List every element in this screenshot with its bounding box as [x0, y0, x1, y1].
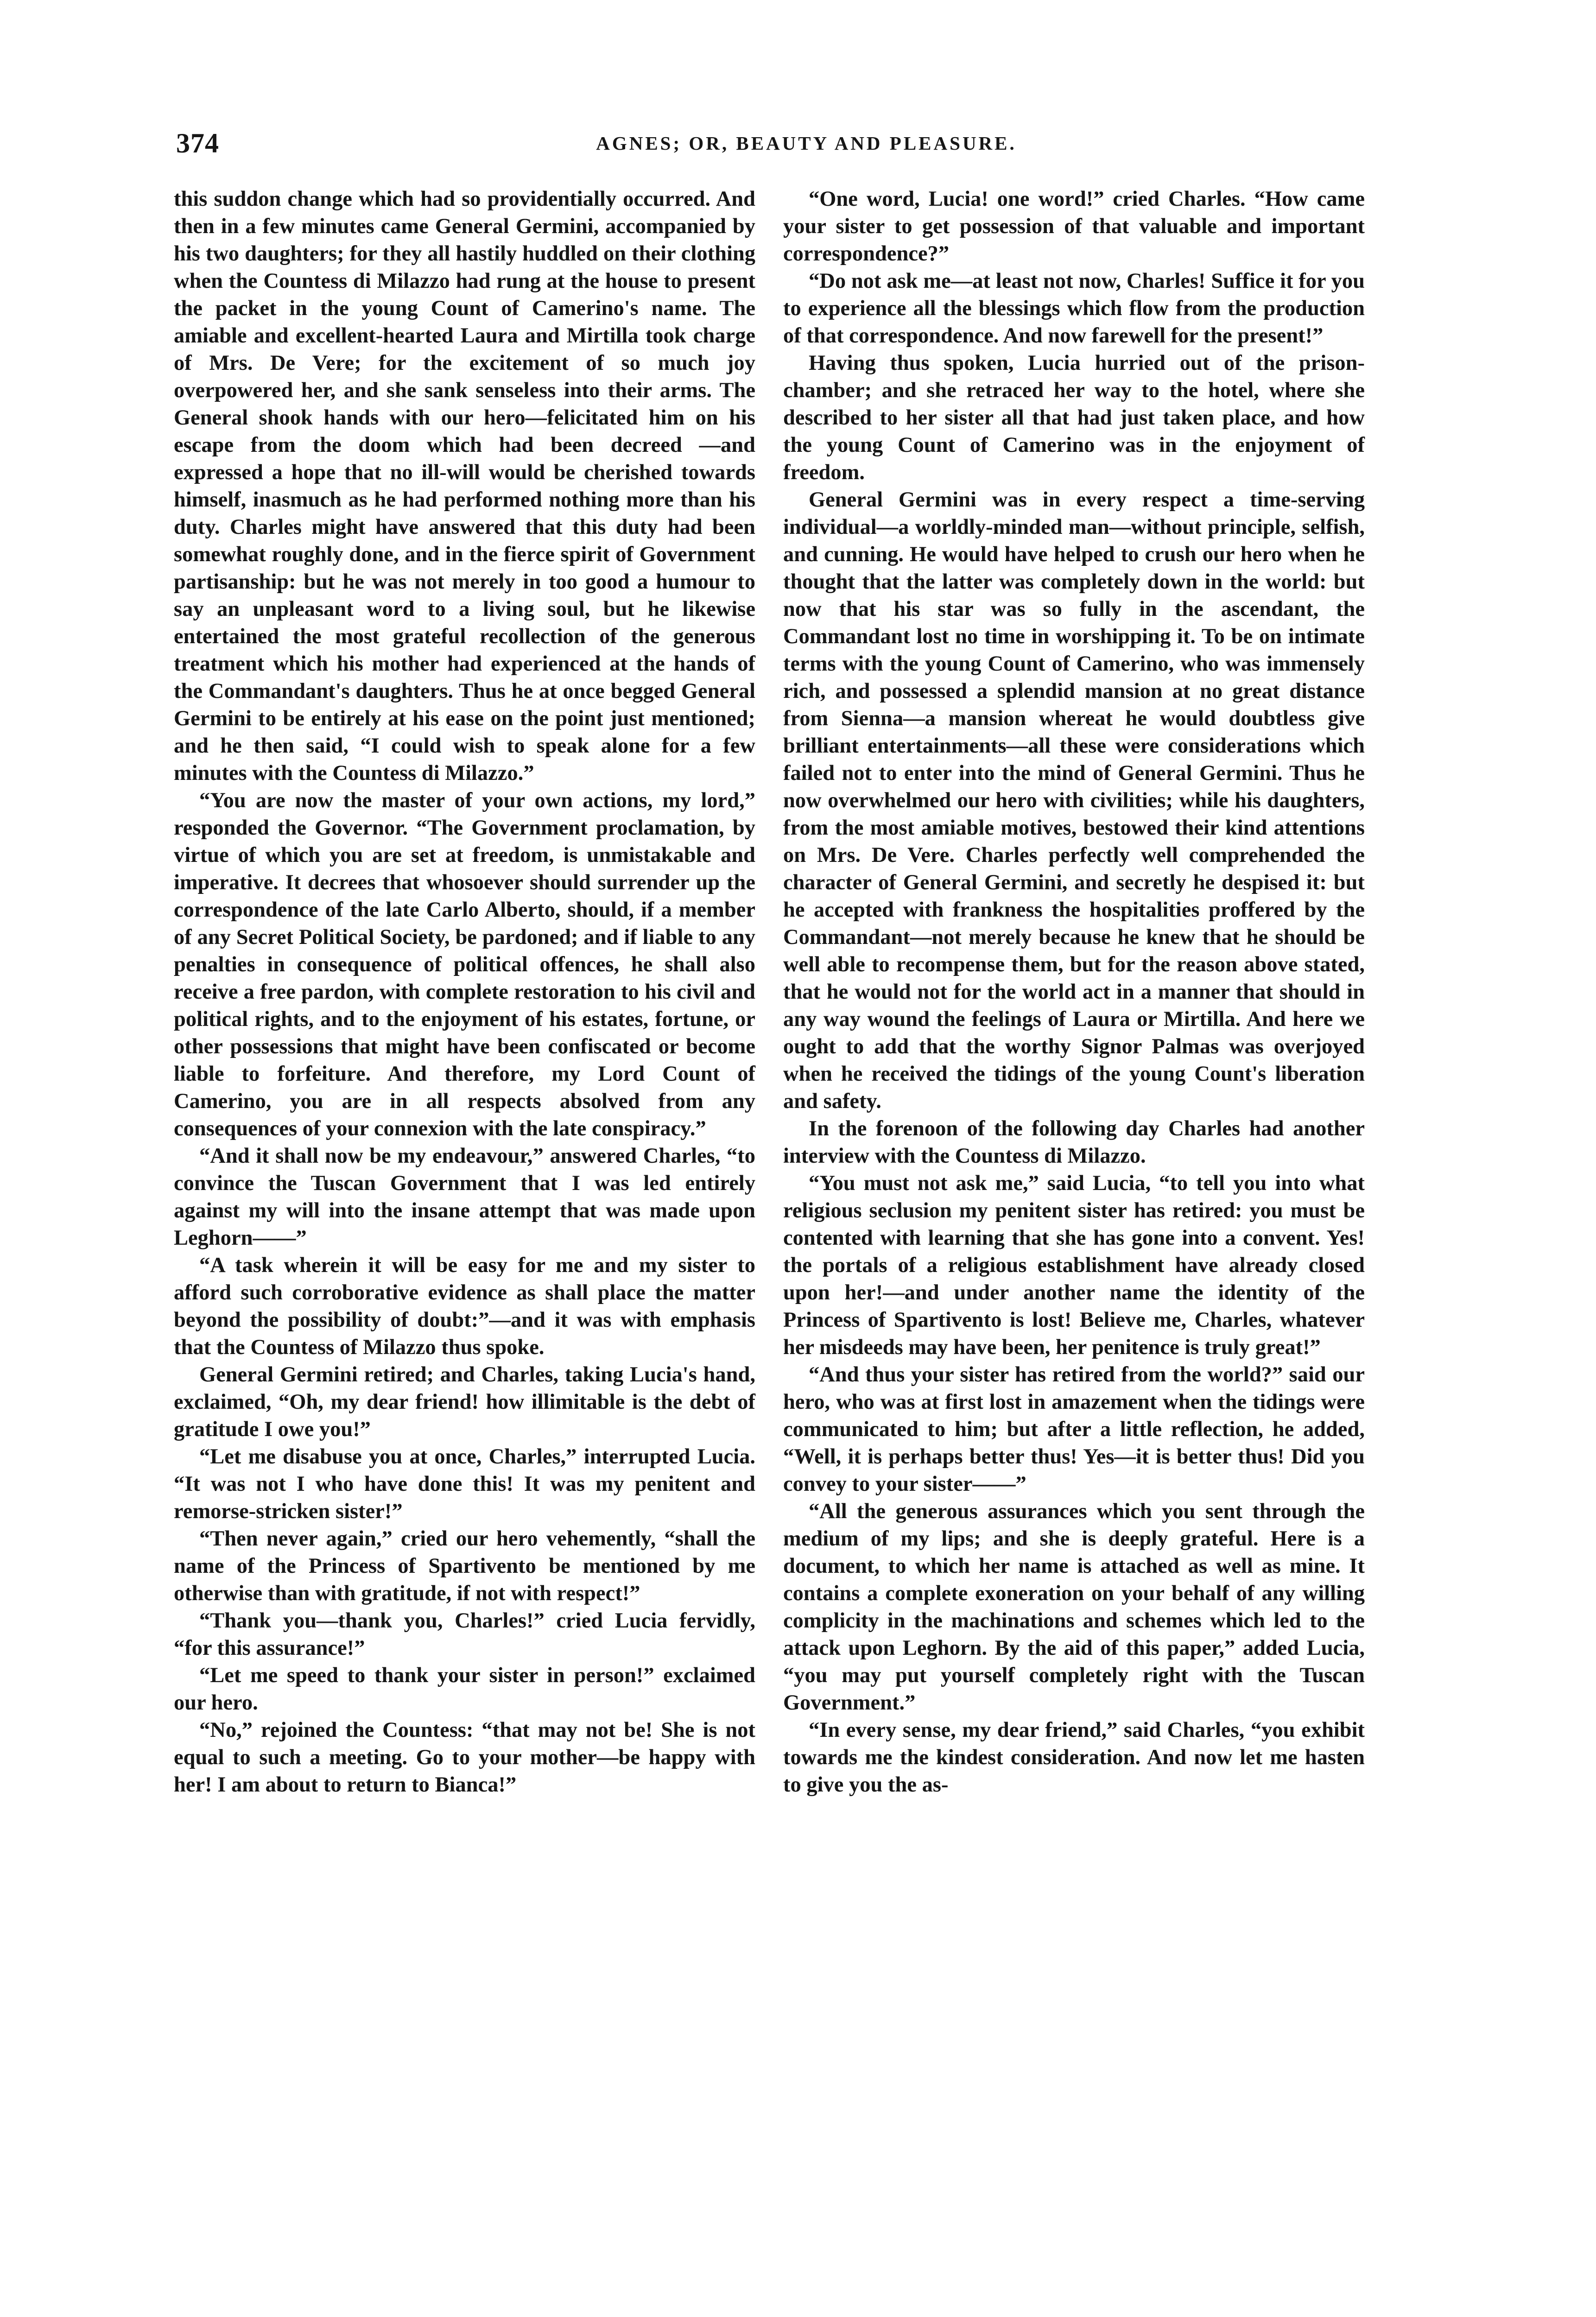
paragraph: General Germini was in every respect a time-serving individual—a worldly-minded man—without principle, selfish, and cunning. He would have helped to crush our hero when he thought that the latter was completely down in the world: but now that his star was so fully in the ascendant, the Commandant lost no time in worshipping it. To be on intimate terms with the young Count of Camerino, who was immensely rich, and possessed a splendid mansion at no great distance from Sienna—a mansion whereat he would doubtless give brilliant entertainments—all these were considerations which failed not to enter into the mind of General Germini. Thus he now overwhelmed our hero with civilities; while his daughters, from the most amiable motives, bestowed their kind attentions on Mrs. De Vere. Charles perfectly well comprehended the character of General Germini, and secretly he despised it: but he accepted with frankness the hospitalities proffered by the Commandant—not merely because he knew that he should be well able to recompense them, but for the reason above stated, that he would not for the world act in a manner that should in any way wound the feelings of Laura or Mirtilla. And here we ought to add that the worthy Signor Palmas was overjoyed when he received the tidings of the young Count's liberation and safety.	[783, 488, 1365, 1113]
paragraph: “Let me disabuse you at once, Charles,” interrupted Lucia. “It was not I who have done this! It was my penitent and remorse-stricken sister!”	[174, 1445, 755, 1523]
right-column	[783, 185, 1365, 1798]
paragraph: “In every sense, my dear friend,” said Charles, “you exhibit towards me the kindest consideration. And now let me hasten to give you the as-	[783, 1718, 1365, 1797]
paragraph: “You must not ask me,” said Lucia, “to tell you into what religious seclusion my penitent sister has retired: you must be contented with learning that she has gone into a convent. Yes! the portals of a religious establishment have already closed upon her!—and under another name the identity of the Princess of Spartivento is lost! Believe me, Charles, whatever her misdeeds may have been, her penitence is truly great!”	[783, 1171, 1365, 1359]
paragraph: Having thus spoken, Lucia hurried out of the prison-chamber; and she retraced her way to the hotel, where she described to her sister all that had just taken place, and how the young Count of Camerino was in the enjoyment of freedom.	[783, 351, 1365, 484]
left-column	[174, 185, 755, 1798]
paragraph: “All the generous assurances which you sent through the medium of my lips; and she is deeply grateful. Here is a document, to which her name is attached as well as mine. It contains a complete exoneration on your behalf of any willing complicity in the machinations and schemes which led to the attack upon Leghorn. By the aid of this paper,” added Lucia, “you may put yourself completely right with the Tuscan Government.”	[783, 1500, 1365, 1715]
page-number: 374	[176, 128, 219, 158]
paragraph: “You are now the master of your own actions, my lord,” responded the Governor. “The Government proclamation, by virtue of which you are set at freedom, is unmistakable and imperative. It decrees that whosoever should surrender up the correspondence of the late Carlo Alberto, should, if a member of any Secret Political Society, be pardoned; and if liable to any penalties in consequence of political offences, he shall also receive a free pardon, with complete restoration to his civil and political rights, and to the enjoyment of his estates, fortune, or other possessions that might have been confiscated or become liable to forfeiture. And therefore, my Lord Count of Camerino, you are in all respects absolved from any consequences of your connexion with the late conspiracy.”	[174, 789, 755, 1140]
paragraph: “One word, Lucia! one word!” cried Charles. “How came your sister to get possession of that valuable and important correspondence?”	[783, 187, 1365, 266]
paragraph: “Let me speed to thank your sister in person!” exclaimed our hero.	[174, 1664, 755, 1715]
paragraph: General Germini retired; and Charles, taking Lucia's hand, exclaimed, “Oh, my dear friend! how illimitable is the debt of gratitude I owe you!”	[174, 1363, 755, 1441]
paragraph: In the forenoon of the following day Charles had another interview with the Countess di Milazzo.	[783, 1117, 1365, 1168]
paragraph: this suddon change which had so providentially occurred. And then in a few minutes came General Germini, accompanied by his two daughters; for they all hastily huddled on their clothing when the Countess di Milazzo had rung at the house to present the packet in the young Count of Camerino's name. The amiable and excellent-hearted Laura and Mirtilla took charge of Mrs. De Vere; for the excitement of so much joy overpowered her, and she sank senseless into their arms. The General shook hands with our hero—felicitated him on his escape from the doom which had been decreed —and expressed a hope that no ill-will would be cherished towards himself, inasmuch as he had performed nothing more than his duty. Charles might have answered that this duty had been somewhat roughly done, and in the fierce spirit of Government partisanship: but he was not merely in too good a humour to say an unpleasant word to a living soul, but he likewise entertained the most grateful recollection of the generous treatment which his mother had experienced at the hands of the Commandant's daughters. Thus he at once begged General Germini to be entirely at his ease on the point just mentioned; and he then said, “I could wish to speak alone for a few minutes with the Countess di Milazzo.”	[174, 187, 755, 785]
paragraph: “Do not ask me—at least not now, Charles! Suffice it for you to experience all the blessings which flow from the production of that correspondence. And now farewell for the present!”	[783, 269, 1365, 348]
running-head: AGNES; OR, BEAUTY AND PLEASURE.	[596, 133, 1017, 154]
paragraph: “No,” rejoined the Countess: “that may not be! She is not equal to such a meeting. Go to your mother—be happy with her! I am about to return to Bianca!”	[174, 1718, 755, 1797]
paragraph: “A task wherein it will be easy for me and my sister to afford such corroborative evidence as shall place the matter beyond the possibility of doubt:”—and it was with emphasis that the Countess of Milazzo thus spoke.	[174, 1253, 755, 1359]
page-header	[176, 127, 1400, 169]
paragraph: “And thus your sister has retired from the world?” said our hero, who was at first lost in amazement when the tidings were communicated to him; but after a little reflection, he added, “Well, it is perhaps better thus! Yes—it is better thus! Did you convey to your sister——”	[783, 1363, 1365, 1496]
paragraph: “Then never again,” cried our hero vehemently, “shall the name of the Princess of Spartivento be mentioned by me otherwise than with gratitude, if not with respect!”	[174, 1527, 755, 1605]
paragraph: “And it shall now be my endeavour,” answered Charles, “to convince the Tuscan Government that I was led entirely against my will into the insane attempt that was made upon Leghorn——”	[174, 1144, 755, 1250]
paragraph: “Thank you—thank you, Charles!” cried Lucia fervidly, “for this assurance!”	[174, 1609, 755, 1660]
